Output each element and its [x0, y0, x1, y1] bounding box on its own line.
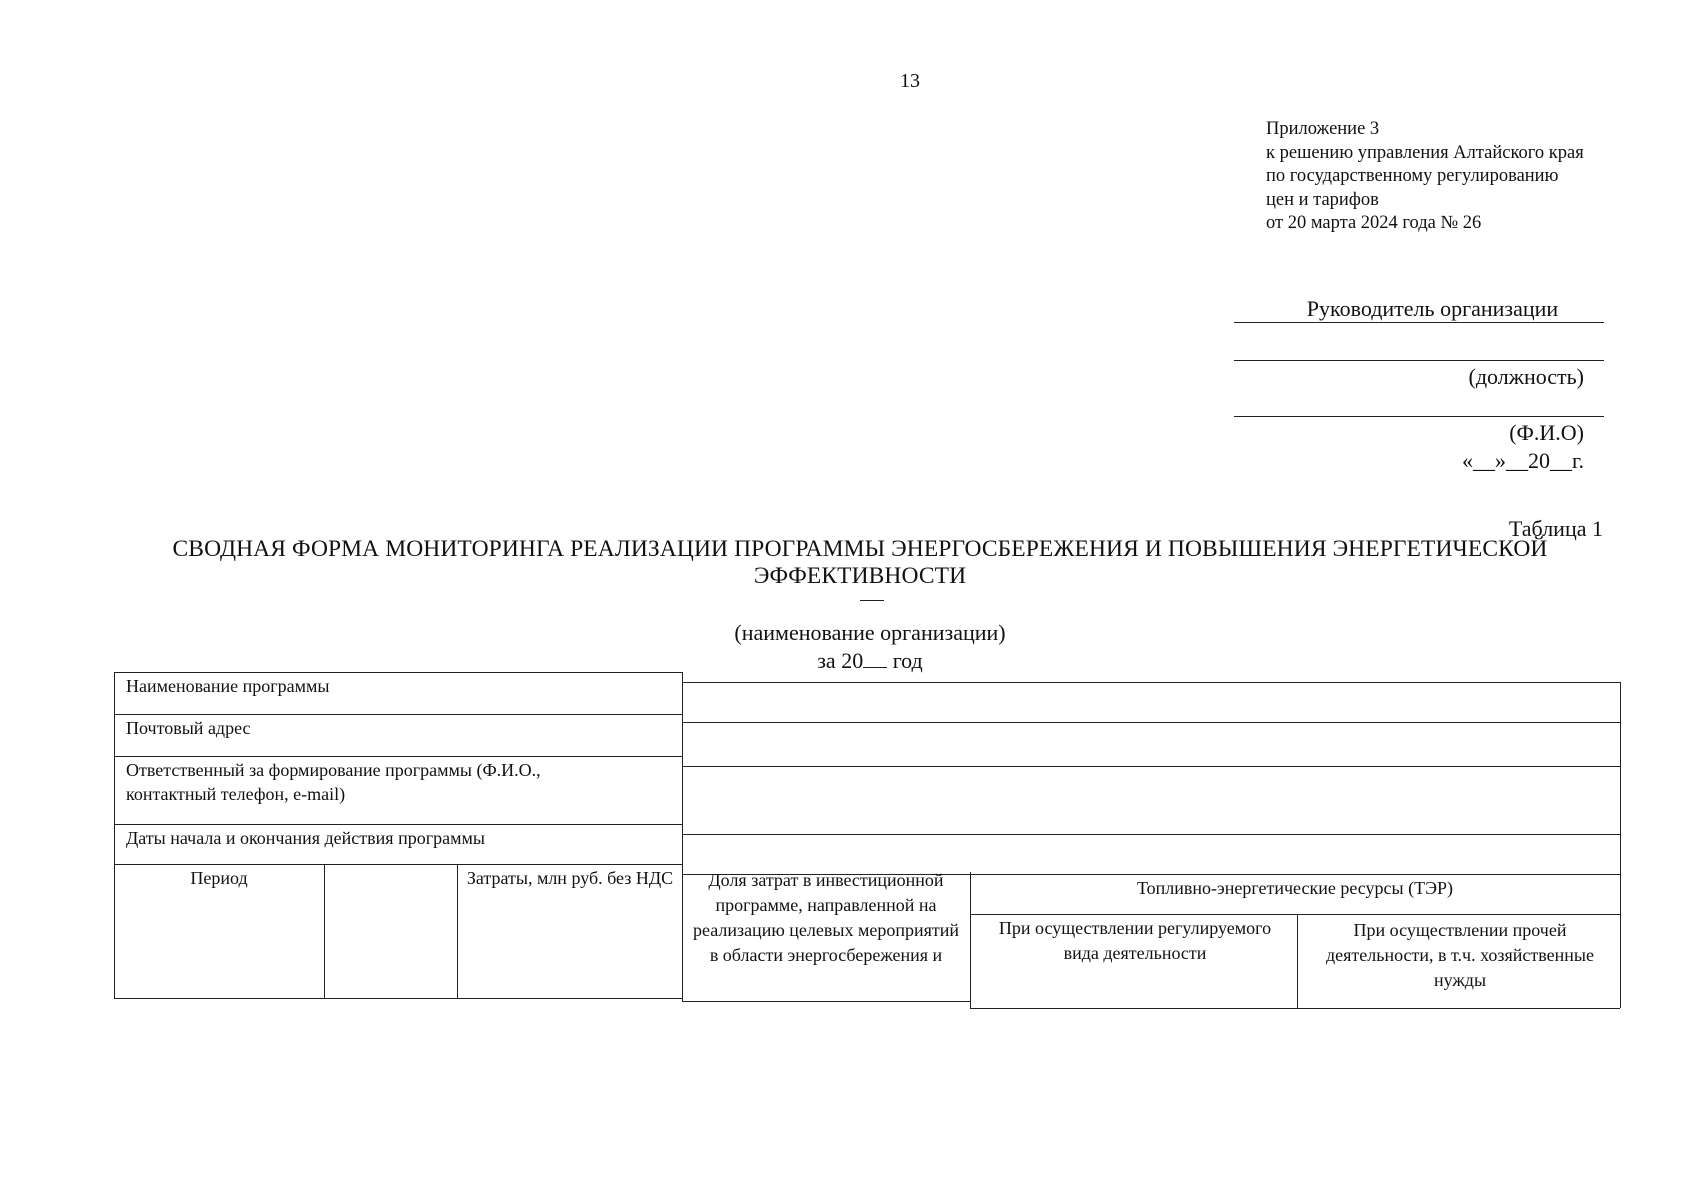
appendix-line: цен и тарифов [1266, 189, 1379, 210]
row-label-responsible: Ответственный за формирование программы (Ф.И.О., контактный телефон, e-mail) [126, 760, 541, 804]
table-border-bottom-mid [682, 1001, 970, 1002]
organization-name-blank [860, 600, 884, 601]
row-divider [682, 766, 1620, 767]
resources-subheader-divider [970, 914, 1620, 915]
position-caption: (должность) [1468, 364, 1584, 389]
header-fuel-energy-resources: Топливно-энергетические ресурсы (ТЭР) [1137, 878, 1453, 898]
column-divider [457, 864, 458, 999]
year-prefix: за 20 [817, 648, 864, 673]
column-divider [970, 872, 971, 1008]
organization-caption: (наименование организации) [734, 620, 1006, 645]
document-title [150, 536, 1570, 590]
page-number: 13 [900, 70, 920, 92]
row-label-program-dates: Даты начала и окончания действия программы [126, 828, 485, 848]
date-line: «__»__20__г. [1461, 448, 1584, 473]
header-costs: Затраты, млн руб. без НДС [466, 868, 674, 888]
title-line-1: СВОДНАЯ ФОРМА МОНИТОРИНГА РЕАЛИЗАЦИИ ПРОГРАММЫ ЭНЕРГОСБЕРЕЖЕНИЯ И ПОВЫШЕНИЯ ЭНЕРГЕТИЧЕСКОЙ [172, 536, 1548, 562]
table-border-bottom-left [114, 998, 682, 999]
table-border-right [1620, 682, 1621, 1008]
year-line [0, 648, 1696, 674]
table-border-top-left [114, 672, 682, 673]
appendix-line: от 20 марта 2024 года № 26 [1266, 213, 1482, 233]
header-period: Период [190, 868, 248, 888]
header-regulated-activity: При осуществлении регулируемого вида деятельности [998, 918, 1272, 963]
row-divider [114, 714, 682, 715]
title-line-2: ЭФФЕКТИВНОСТИ [753, 563, 967, 589]
name-caption: (Ф.И.О) [1509, 420, 1584, 445]
head-title-underline [1234, 322, 1604, 323]
row-divider [114, 756, 682, 757]
year-suffix: год [892, 648, 923, 673]
row-divider [682, 834, 1620, 835]
position-underline [1234, 360, 1604, 361]
row-divider [114, 824, 682, 825]
table-border-bottom-right [970, 1008, 1620, 1009]
table-label: Таблица 1 [1508, 516, 1603, 541]
header-other-activity: При осуществлении прочей деятельности, в т.ч. хозяйственные нужды [1325, 920, 1595, 990]
row-label-program-name: Наименование программы [126, 676, 330, 696]
table-border-top-right [682, 682, 1620, 683]
column-divider [324, 864, 325, 998]
year-blank [863, 649, 887, 668]
head-title: Руководитель организации [1306, 296, 1559, 321]
name-underline [1234, 416, 1604, 417]
appendix-line: к решению управления Алтайского края [1266, 142, 1584, 163]
appendix-line: Приложение 3 [1266, 119, 1380, 139]
row-label-postal-address: Почтовый адрес [126, 718, 251, 738]
header-investment-share: Доля затрат в инвестиционной программе, направленной на реализацию целевых мероприятий в области энергосбережения и [692, 870, 960, 965]
row-divider [114, 864, 682, 865]
row-divider [682, 722, 1620, 723]
column-divider [682, 672, 683, 1002]
column-divider [1297, 914, 1298, 1008]
appendix-block [1266, 118, 1584, 236]
appendix-line: по государственному регулированию [1266, 166, 1559, 186]
table-border-left [114, 672, 115, 998]
